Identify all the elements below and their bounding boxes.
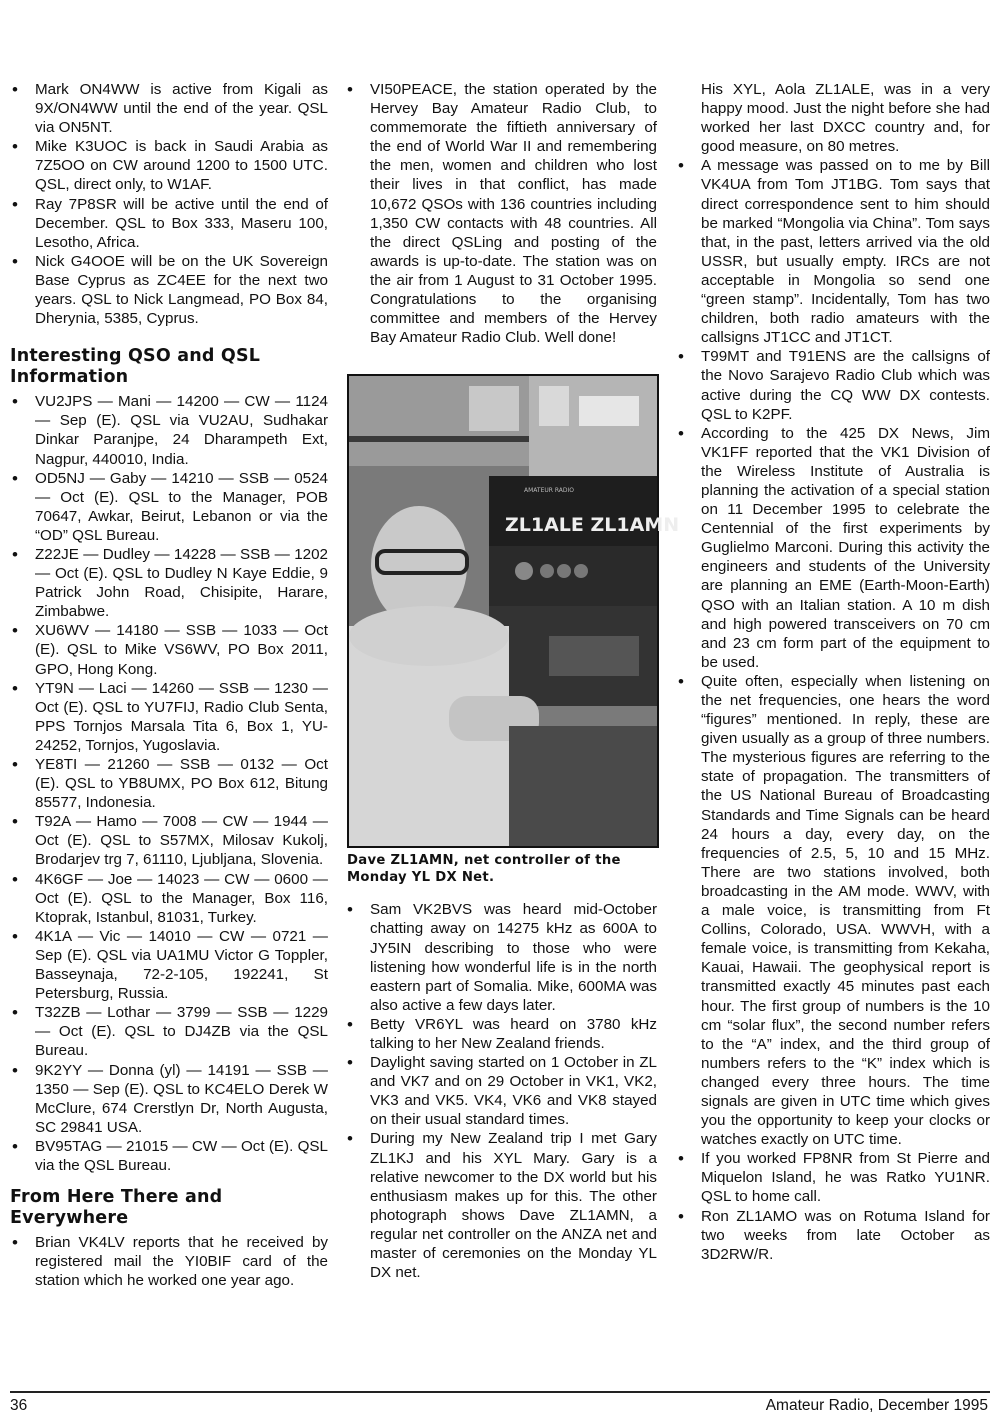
qso-qsl-list bbox=[10, 392, 328, 1175]
list-item: • BV95TAG — 21015 — CW — Oct (E). QSL via the QSL Bureau. bbox=[10, 1137, 328, 1175]
list-item: • Nick G4OOE will be on the UK Sovereign Base Cyprus as ZC4EE for the next two years. QSL to Nick Langmead, PO Box 84, Dherynia, 5385, Cyprus. bbox=[10, 252, 328, 328]
photo-image bbox=[349, 376, 680, 846]
list-item: • Mike K3UOC is back in Saudi Arabia as 7Z5OO on CW around 1200 to 1500 UTC. QSL, direct only, to W1AF. bbox=[10, 137, 328, 194]
section-heading-everywhere: From Here There and Everywhere bbox=[10, 1187, 223, 1229]
list-item: • A message was passed on to me by Bill VK4UA from Tom JT1BG. Tom says that direct correspondence sent to him should be marked “Mongolia via China”. Tom says that, in the past, letters arrived via the old USSR, but usually empty. IRCs are not acceptable in Mongolia so send one “green stamp”. Incidentally, Tom has two children, both radio amateurs with the callsigns JT1CC and JT1CT. bbox=[676, 156, 990, 347]
photo-caption: Dave ZL1AMN, net controller of the Monday YL DX Net. bbox=[347, 853, 621, 886]
list-item: • During my New Zealand trip I met Gary ZL1KJ and his XYL Mary. Gary is a relative newcomer to the DX world but his enthusiasm makes up for this. The other photograph shows Dave ZL1AMN, a regular net controller on the ANZA net and master of ceremonies on the Monday YL DX net. bbox=[345, 1129, 657, 1282]
list-item: • 9K2YY — Donna (yl) — 14191 — SSB — 1350 — Sep (E). QSL to KC4ELO Derek W McClure, 674 Crerstlyn Dr, North Augusta, SC 29841 USA. bbox=[10, 1061, 328, 1137]
list-item: • Ray 7P8SR will be active until the end of December. QSL to Box 333, Maseru 100, Lesotho, Africa. bbox=[10, 195, 328, 252]
photo-dave-zl1amn bbox=[347, 374, 680, 848]
list-item: • YT9N — Laci — 14260 — SSB — 1230 — Oct (E). QSL to YU7FIJ, Radio Club Senta, PPS Tornjos Marsala Tita 6, Box 1, YU-24252, Tornjos, Yugoslavia. bbox=[10, 679, 328, 755]
column-2 bbox=[345, 80, 680, 1282]
list-item: • VU2JPS — Mani — 14200 — CW — 1124 — Sep (E). QSL via VU2AU, Sudhakar Dinkar Paranjpe, 24 Dharampeth Ext, Nagpur, 440010, India. bbox=[10, 392, 328, 468]
column-1 bbox=[10, 80, 328, 1290]
section-heading-qso-qsl: Interesting QSO and QSL Information bbox=[10, 346, 261, 388]
list-item: • Z22JE — Dudley — 14228 — SSB — 1202 — Oct (E). QSL to Dudley N Kaye Eddie, 9 Patrick John Road, Chisipite, Harare, Zimbabwe. bbox=[10, 545, 328, 621]
footer-rule bbox=[10, 1391, 990, 1393]
list-item: • 4K1A — Vic — 14010 — CW — 0721 — Sep (E). QSL via UA1MU Victor G Toppler, Basseynaja, 72-2-105, 192241, St Petersburg, Russia. bbox=[10, 927, 328, 1003]
page-number: 36 bbox=[10, 1397, 28, 1414]
photo-sign-text: ZL1ALE ZL1AMN bbox=[505, 514, 680, 537]
everywhere-list bbox=[10, 1233, 328, 1290]
list-item: • VI50PEACE, the station operated by the Hervey Bay Amateur Radio Club, to commemorate the fiftieth anniversary of the end of World War II and remembering the men, women and children who lost their lives in that conflict, has made 10,672 QSOs with 136 countries including 1,350 CW contacts with 48 countries. All the direct QSLing and posting of the awards is up-to-date. The station was on the air from 1 August to 31 October 1995. Congratulations to the organising committee and members of the Hervey Bay Amateur Radio Club. Well done! bbox=[345, 80, 657, 347]
list-item: • T99MT and T91ENS are the callsigns of the Novo Sarajevo Radio Club which was active during the CQ WW DX contests. QSL to K2PF. bbox=[676, 347, 990, 423]
dx-news-list bbox=[10, 80, 328, 328]
list-item: • OD5NJ — Gaby — 14210 — SSB — 0524 — Oct (E). QSL to the Manager, POB 70647, Awkar, Beirut, Lebanon or via the “OD” QSL Bureau. bbox=[10, 469, 328, 545]
list-item: • Daylight saving started on 1 October in ZL and VK7 and on 29 October in VK1, VK2, VK3 and VK5. VK4, VK6 and VK8 stayed on their usual standard times. bbox=[345, 1053, 657, 1129]
list-item: • T92A — Hamo — 7008 — CW — 1944 — Oct (E). QSL to S57MX, Milosav Kukolj, Brodarjev trg 7, 61110, Ljubljana, Slovenia. bbox=[10, 812, 328, 869]
list-item: • Quite often, especially when listening on the net frequencies, one hears the word “figures” mentioned. In reply, these are given usually as a group of three numbers. The mysterious figures are referring to the state of propagation. The transmitters of the US National Bureau of Broadcasting Standards and Time Signals can be heard 24 hours a day, every day, on the frequencies of 2.5, 5, 10 and 15 MHz. There are two stations involved, both broadcasting in the AM mode. WWV, with a male voice, is transmitting from Ft Collins, Colorado, USA. WWVH, with a female voice, is transmitting from Kekaha, Kauai, Hawaii. The geophysical report is transmitted exactly 45 minutes past each hour. The first group of numbers is the 10 cm “solar flux”, the second number refers to the “A” index, and the third group of numbers refers to the “K” index which is changed every three hours. The time signals are given in UTC time which gives you the opportunity to keep your clocks or watches exactly on UTC time. bbox=[676, 672, 990, 1149]
list-item: • Brian VK4LV reports that he received by registered mail the YI0BIF card of the station which he worked one year ago. bbox=[10, 1233, 328, 1290]
list-item: • YE8TI — 21260 — SSB — 0132 — Oct (E). QSL to YB8UMX, PO Box 612, Bitung 85577, Indonesia. bbox=[10, 755, 328, 812]
list-item: • T32ZB — Lothar — 3799 — SSB — 1229 — Oct (E). QSL to DJ4ZB via the QSL Bureau. bbox=[10, 1003, 328, 1060]
photo-small-text: AMATEUR RADIO bbox=[524, 487, 574, 495]
column-3-news-list bbox=[676, 156, 990, 1263]
column-3 bbox=[676, 80, 990, 1264]
continued-paragraph: His XYL, Aola ZL1ALE, was in a very happy mood. Just the night before she had worked her last DXCC country and, for good measure, on 80 metres. bbox=[701, 81, 990, 156]
column-2-news-list bbox=[345, 900, 657, 1282]
list-item: • Ron ZL1AMO was on Rotuma Island for two weeks from late October as 3D2RW/R. bbox=[676, 1207, 990, 1264]
list-item: • According to the 425 DX News, Jim VK1FF reported that the VK1 Division of the Wireless Institute of Australia is planning the activation of a special station on 11 December 1995 to celebrate the Centennial of the first experiments by Guglielmo Marconi. During this activity the engineers and students of the University are planning an EME (Earth-Moon-Earth) QSO with an Italian station. A 10 m dish and high powered transceivers on 70 cm and 23 cm form part of the equipment to be used. bbox=[676, 424, 990, 672]
vi50peace-list bbox=[345, 80, 657, 347]
list-item: • Betty VR6YL was heard on 3780 kHz talking to her New Zealand friends. bbox=[345, 1015, 657, 1053]
list-item: • 4K6GF — Joe — 14023 — CW — 0600 — Oct (E). QSL to the Manager, Box 116, Ktoprak, Istanbul, 81031, Turkey. bbox=[10, 870, 328, 927]
list-item: • XU6WV — 14180 — SSB — 1033 — Oct (E). QSL to Mike VS6WV, PO Box 2011, GPO, Hong Kong. bbox=[10, 621, 328, 678]
list-item: • Sam VK2BVS was heard mid-October chatting away on 14275 kHz as 600A to JY5IN describing to those who were listening how wonderful life is in the north eastern part of Somalia. Mike, 600MA was also active a few days later. bbox=[345, 900, 657, 1015]
magazine-issue: Amateur Radio, December 1995 bbox=[765, 1397, 988, 1414]
list-item: • If you worked FP8NR from St Pierre and Miquelon Island, he was Ratko YU1NR. QSL to home call. bbox=[676, 1149, 990, 1206]
list-item: • Mark ON4WW is active from Kigali as 9X/ON4WW until the end of the year. QSL via ON5NT. bbox=[10, 80, 328, 137]
